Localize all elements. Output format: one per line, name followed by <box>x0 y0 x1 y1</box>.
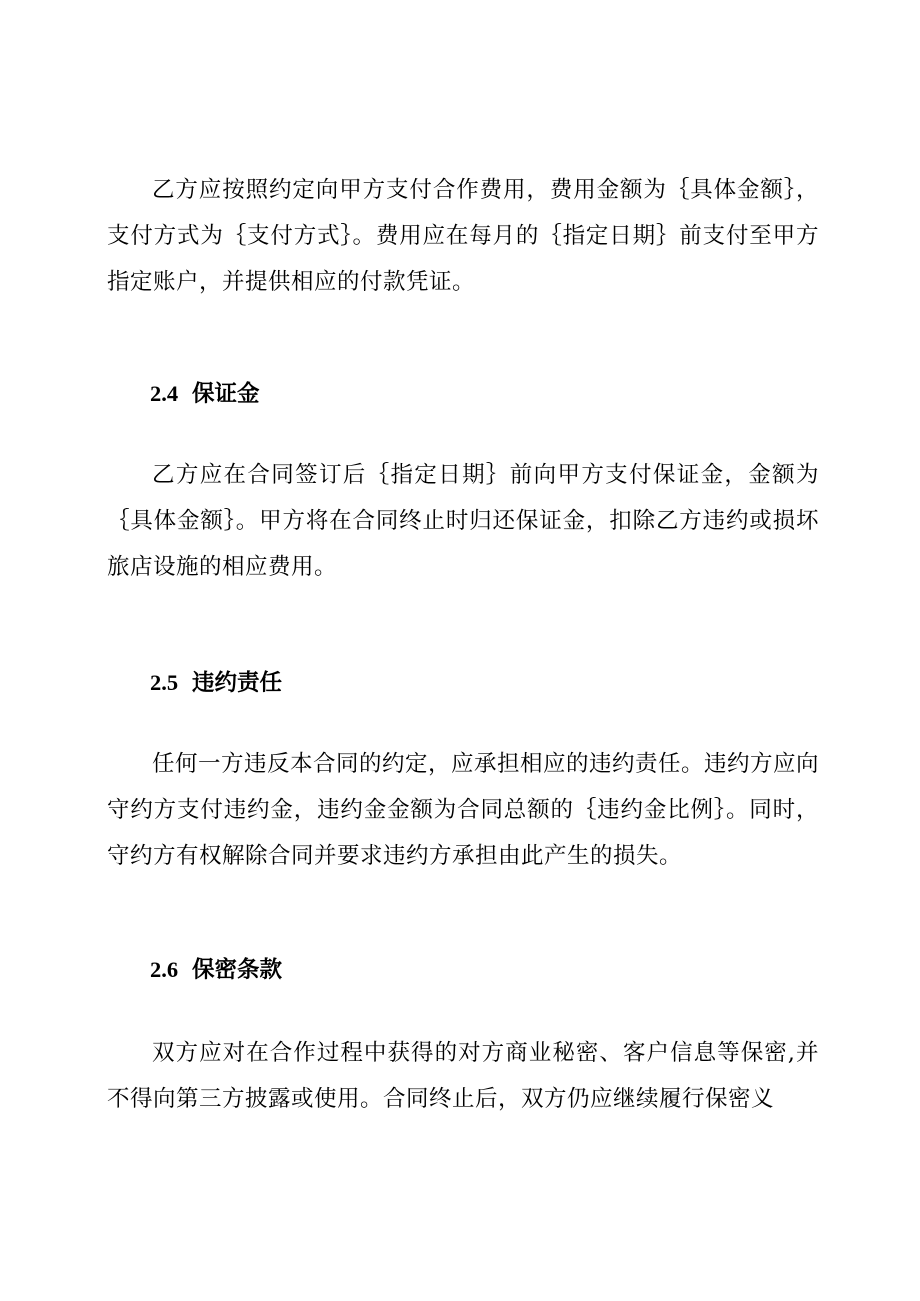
section-number: 2.5 <box>150 670 179 695</box>
section-title: 保密条款 <box>192 957 283 983</box>
paragraph-confidentiality: 双方应对在合作过程中获得的对方商业秘密、客户信息等保密,并不得向第三方披露或使用。合同终止后，双方仍应继续履行保密义 <box>107 1040 819 1112</box>
section-heading-deposit <box>150 379 260 409</box>
section-number: 2.6 <box>150 957 179 982</box>
section-heading-breach <box>150 668 282 698</box>
section-heading-confidentiality <box>150 955 282 985</box>
paragraph-payment-terms: 乙方应按照约定向甲方支付合作费用，费用金额为｛具体金额｝，支付方式为｛支付方式｝。费用应在每月的｛指定日期｝前支付至甲方指定账户，并提供相应的付款凭证。 <box>107 177 819 295</box>
section-title: 违约责任 <box>192 670 283 696</box>
paragraph-deposit: 乙方应在合同签订后｛指定日期｝前向甲方支付保证金，金额为｛具体金额｝。甲方将在合同终止时归还保证金，扣除乙方违约或损坏旅店设施的相应费用。 <box>107 462 819 580</box>
paragraph-breach-liability: 任何一方违反本合同的约定，应承担相应的违约责任。违约方应向守约方支付违约金，违约金金额为合同总额的｛违约金比例｝。同时，守约方有权解除合同并要求违约方承担由此产生的损失。 <box>107 751 820 869</box>
section-number: 2.4 <box>150 381 179 406</box>
section-title: 保证金 <box>192 381 260 407</box>
